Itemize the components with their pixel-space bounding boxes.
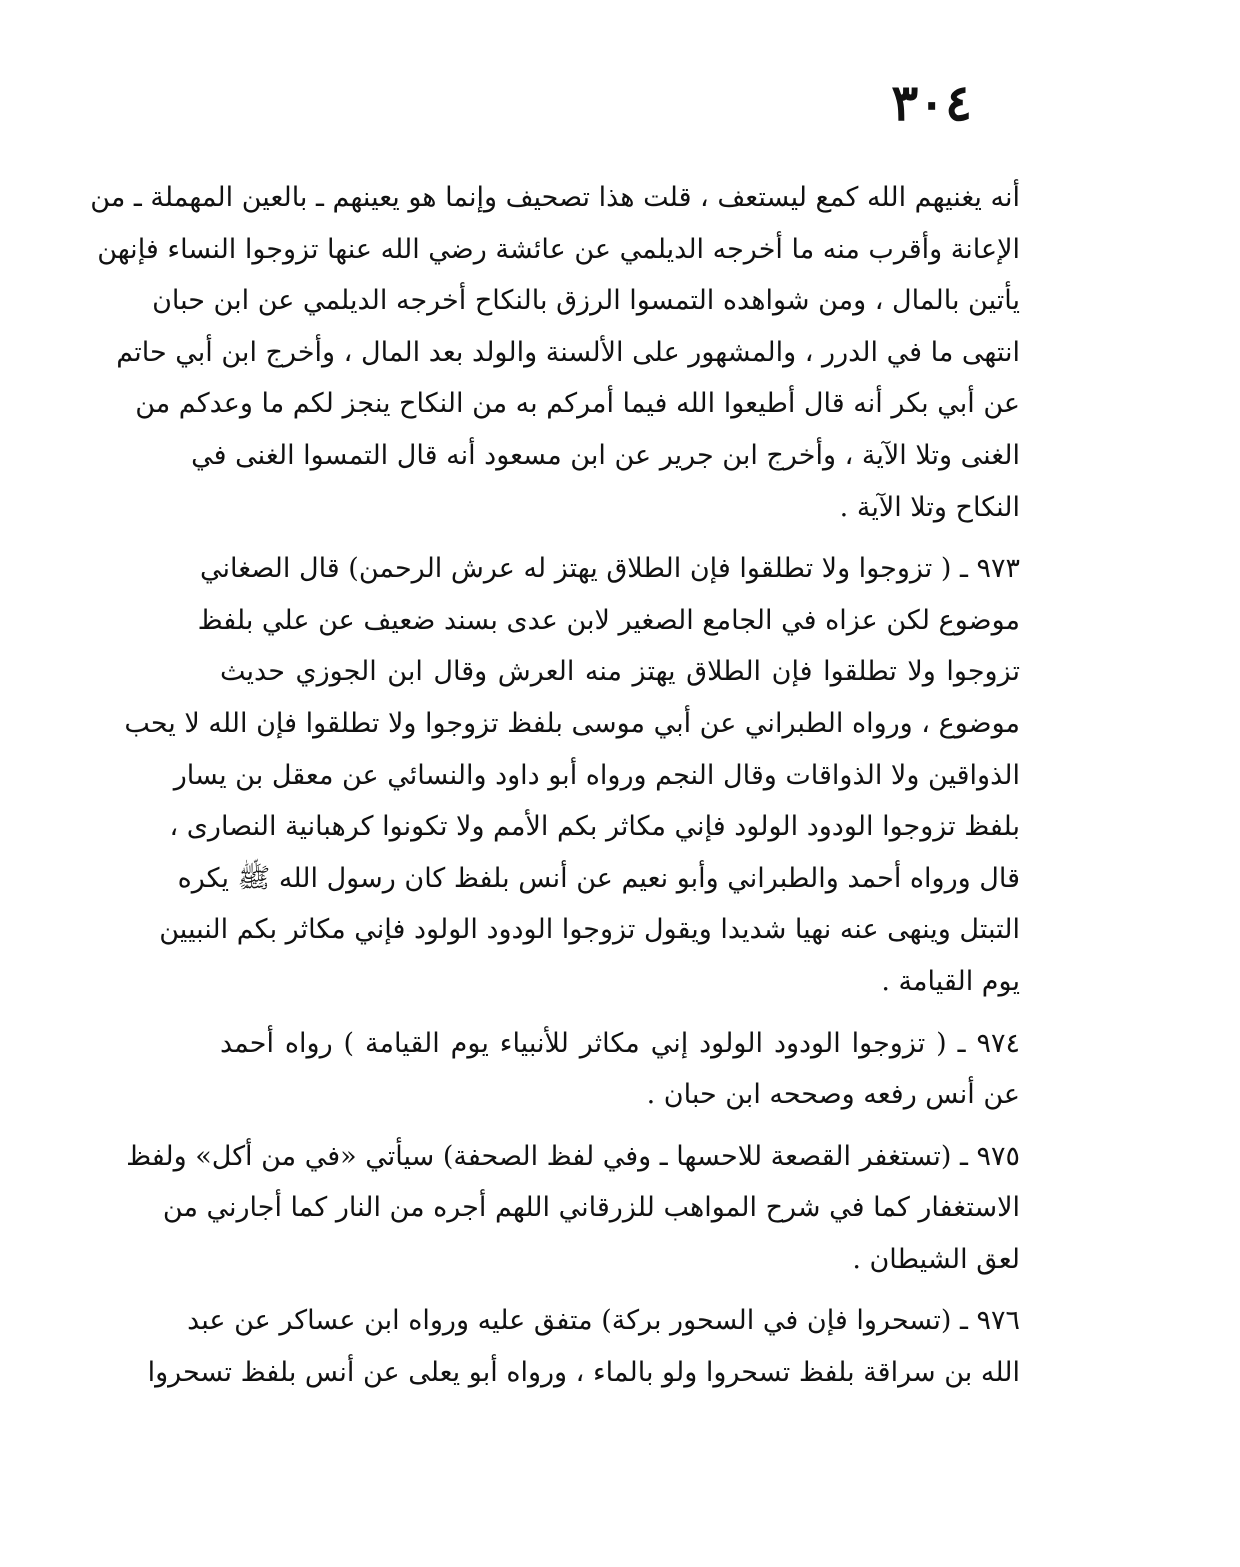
text-line: النكاح وتلا الآية . [839,491,1020,523]
text-line: موضوع لكن عزاه في الجامع الصغير لابن عدى بسند ضعيف عن علي بلفظ [197,604,1020,636]
text-line: التبتل وينهى عنه نهيا شديدا ويقول تزوجوا الودود الولود فإني مكاثر بكم النبيين [159,914,1020,946]
text-line: ٩٧٥ ـ (تستغفر القصعة للاحسها ـ وفي لفظ الصحفة) سيأتي «في من أكل» ولفظ [126,1140,1020,1172]
text-line: ٩٧٣ ـ ( تزوجوا ولا تطلقوا فإن الطلاق يهتز له عرش الرحمن) قال الصغاني [199,553,1020,585]
paragraph-975 [126,1131,1020,1286]
text-line: قال ورواه أحمد والطبراني وأبو نعيم عن أنس بلفظ كان رسول الله ﷺ يكره [177,862,1020,894]
paragraph-intro [90,172,1020,533]
paragraph-976 [147,1295,1020,1398]
text-line: الاستغفار كما في شرح المواهب للزرقاني اللهم أجره من النار كما أجارني من [162,1192,1020,1224]
paragraph-974 [220,1018,1020,1121]
text-line: أنه يغنيهم الله كمع ليستعف ، قلت هذا تصحيف وإنما هو يعينهم ـ بالعين المهملة ـ من [90,182,1020,213]
page-number: ٣٠٤ [891,73,972,132]
text-line: يوم القيامة . [881,965,1020,997]
text-line: ٩٧٦ ـ (تسحروا فإن في السحور بركة) متفق عليه ورواه ابن عساكر عن عبد [187,1305,1020,1337]
text-line: عن أبي بكر أنه قال أطيعوا الله فيما أمركم به من النكاح ينجز لكم ما وعدكم من [135,388,1020,420]
text-line: عن أنس رفعه وصححه ابن حبان . [646,1079,1020,1111]
text-line: يأتين بالمال ، ومن شواهده التمسوا الرزق بالنكاح أخرجه الديلمي عن ابن حبان [152,285,1020,317]
text-line: موضوع ، ورواه الطبراني عن أبي موسى بلفظ تزوجوا ولا تطلقوا فإن الله لا يحب [124,707,1020,739]
body-text [90,172,1020,1399]
text-line: تزوجوا ولا تطلقوا فإن الطلاق يهتز منه العرش وقال ابن الجوزي حديث [220,656,1020,688]
text-line: انتهى ما في الدرر ، والمشهور على الألسنة والولد بعد المال ، وأخرج ابن أبي حاتم [116,336,1020,368]
text-line: الله بن سراقة بلفظ تسحروا ولو بالماء ، ورواه أبو يعلى عن أنس بلفظ تسحروا [147,1357,1020,1389]
paragraph-973 [124,543,1020,1007]
text-line: لعق الشيطان . [852,1243,1020,1275]
text-line: بلفظ تزوجوا الودود الولود فإني مكاثر بكم الأمم ولا تكونوا كرهبانية النصارى ، [169,811,1020,843]
text-line: ٩٧٤ ـ ( تزوجوا الودود الولود إني مكاثر للأنبياء يوم القيامة ) رواه أحمد [220,1027,1020,1059]
text-line: الإعانة وأقرب منه ما أخرجه الديلمي عن عائشة رضي الله عنها تزوجوا النساء فإنهن [97,233,1020,265]
text-line: الذواقين ولا الذواقات وقال النجم ورواه أبو داود والنسائي عن معقل بن يسار [173,759,1020,791]
text-line: الغنى وتلا الآية ، وأخرج ابن جرير عن ابن مسعود أنه قال التمسوا الغنى في [191,439,1020,471]
